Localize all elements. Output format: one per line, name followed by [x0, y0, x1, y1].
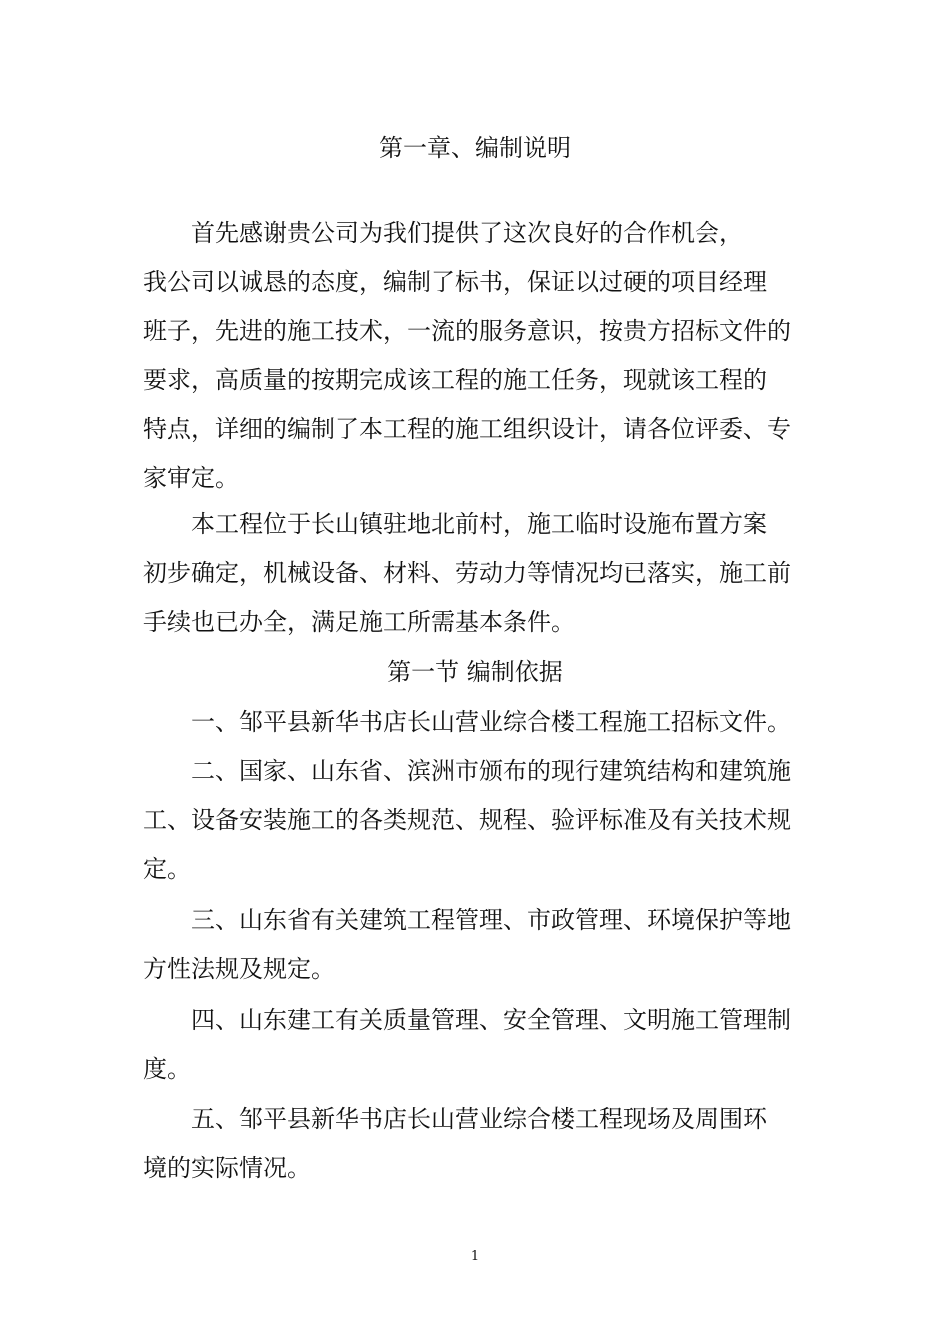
paragraph-line: 特点，详细的编制了本工程的施工组织设计，请各位评委、专	[143, 415, 791, 443]
paragraph-line: 我公司以诚恳的态度，编制了标书，保证以过硬的项目经理	[143, 268, 767, 296]
paragraph-line: 境的实际情况。	[143, 1154, 311, 1182]
paragraph-line: 首先感谢贵公司为我们提供了这次良好的合作机会，	[143, 219, 743, 247]
paragraph-line: 定。	[143, 855, 191, 883]
location-paragraph	[143, 500, 833, 647]
paragraph-line: 四、山东建工有关质量管理、安全管理、文明施工管理制	[143, 1006, 791, 1034]
paragraph-line: 五、邹平县新华书店长山营业综合楼工程现场及周围环	[143, 1105, 767, 1133]
basis-item-2	[143, 747, 833, 894]
paragraph-line: 手续也已办全，满足施工所需基本条件。	[143, 608, 575, 636]
section-title: 第一节 编制依据	[387, 658, 563, 686]
paragraph-line: 本工程位于长山镇驻地北前村，施工临时设施布置方案	[143, 510, 767, 538]
basis-item-1	[143, 698, 833, 747]
basis-item-3	[143, 896, 833, 994]
paragraph-line: 要求，高质量的按期完成该工程的施工任务，现就该工程的	[143, 366, 767, 394]
paragraph-line: 三、山东省有关建筑工程管理、市政管理、环境保护等地	[143, 906, 791, 934]
paragraph-line: 初步确定，机械设备、材料、劳动力等情况均已落实，施工前	[143, 559, 791, 587]
paragraph-line: 二、国家、山东省、滨洲市颁布的现行建筑结构和建筑施	[143, 757, 791, 785]
paragraph-line: 一、邹平县新华书店长山营业综合楼工程施工招标文件。	[143, 708, 791, 736]
paragraph-line: 工、设备安装施工的各类规范、规程、验评标准及有关技术规	[143, 806, 791, 834]
basis-item-5	[143, 1095, 833, 1193]
intro-paragraph	[143, 209, 833, 503]
paragraph-line: 度。	[143, 1055, 191, 1083]
paragraph-line: 家审定。	[143, 464, 239, 492]
basis-item-4	[143, 996, 833, 1094]
paragraph-line: 方性法规及规定。	[143, 955, 335, 983]
chapter-title: 第一章、编制说明	[379, 134, 571, 162]
page-number: 1	[470, 1249, 480, 1264]
paragraph-line: 班子，先进的施工技术，一流的服务意识，按贵方招标文件的	[143, 317, 791, 345]
